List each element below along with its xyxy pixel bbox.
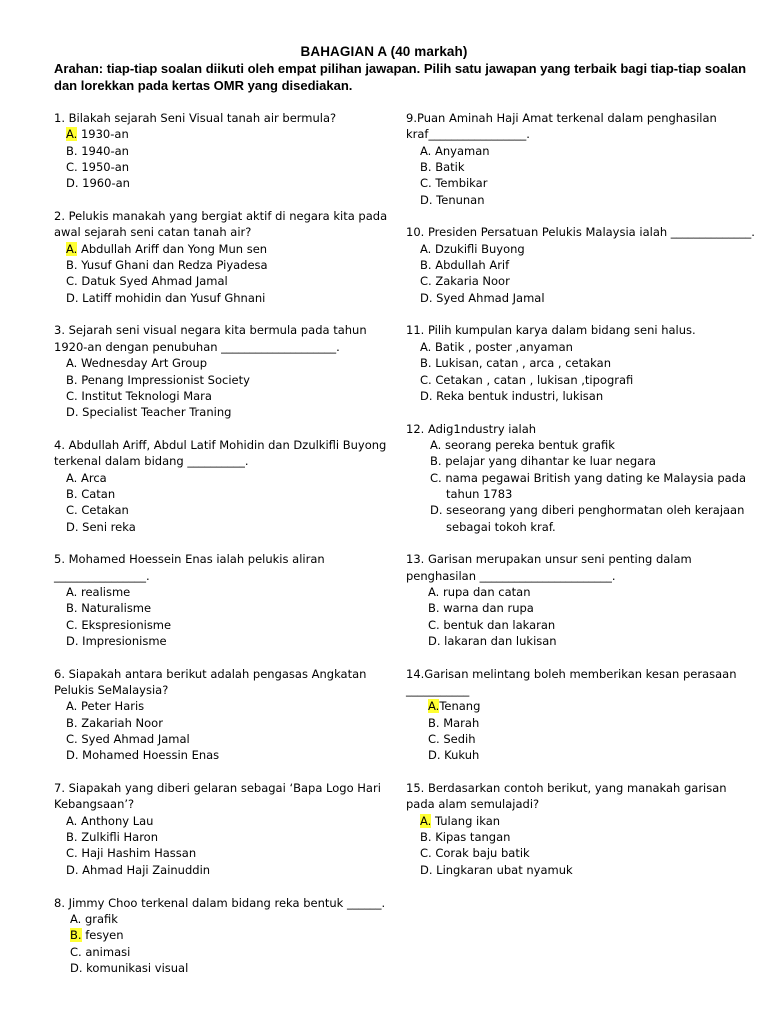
option-text: Specialist Teacher Traning <box>78 405 232 420</box>
answer-option[interactable] <box>406 175 758 191</box>
option-letter: B. <box>420 830 432 845</box>
option-text: grafik <box>81 911 118 926</box>
option-letter: D. <box>66 176 79 191</box>
option-letter: D. <box>66 290 79 305</box>
option-letter: C. <box>66 274 78 289</box>
answer-option[interactable] <box>406 633 758 649</box>
option-letter: A. <box>66 699 78 714</box>
option-letter: C. <box>66 617 78 632</box>
answer-option[interactable] <box>406 502 758 535</box>
option-letter: D. <box>70 960 83 975</box>
answer-option[interactable] <box>54 584 400 600</box>
option-text: Tenang <box>439 699 481 714</box>
answer-option[interactable] <box>406 813 758 829</box>
answer-option[interactable] <box>406 143 758 159</box>
answer-option[interactable] <box>406 698 758 714</box>
option-text: Batik , poster ,anyaman <box>431 339 573 354</box>
option-text: Corak baju batik <box>431 846 530 861</box>
answer-option[interactable] <box>54 502 400 518</box>
answer-option[interactable] <box>54 633 400 649</box>
option-letter: D. <box>420 388 433 403</box>
option-text: Latiff mohidin dan Yusuf Ghnani <box>78 290 266 305</box>
option-text: Sedih <box>439 732 476 747</box>
option-letter: D. <box>66 748 79 763</box>
question-text: 10. Presiden Persatuan Pelukis Malaysia ialah ______________. <box>406 225 755 240</box>
option-text: Catan <box>77 486 116 501</box>
answer-option[interactable] <box>54 731 400 747</box>
answer-option[interactable] <box>54 355 400 371</box>
answer-option[interactable] <box>406 470 758 503</box>
option-text: Penang Impressionist Society <box>77 372 250 387</box>
question-text: 15. Berdasarkan contoh berikut, yang manakah garisan pada alam semulajadi? <box>406 781 727 812</box>
answer-option[interactable] <box>406 617 758 633</box>
option-text: Syed Ahmad Jamal <box>77 732 190 747</box>
option-letter: B. <box>66 830 78 845</box>
option-text: Kipas tangan <box>431 830 511 845</box>
option-text: fesyen <box>81 928 124 943</box>
option-text: 1960-an <box>78 176 130 191</box>
option-letter: B. <box>66 258 78 273</box>
option-letter: B. <box>420 356 432 371</box>
section-heading: BAHAGIAN A (40 markah) <box>300 44 468 59</box>
option-text: bentuk dan lakaran <box>439 617 556 632</box>
answer-option[interactable] <box>54 388 400 404</box>
option-text: Dzukifli Buyong <box>431 241 525 256</box>
right-column <box>406 110 758 895</box>
answer-option[interactable] <box>54 519 400 535</box>
option-text: Tembikar <box>431 176 488 191</box>
option-letter: C. <box>66 503 78 518</box>
option-text: Zakaria Noor <box>431 274 510 289</box>
answer-option[interactable] <box>54 911 400 927</box>
option-text: seorang pereka bentuk grafik <box>441 437 615 452</box>
option-letter: A. <box>420 143 432 158</box>
answer-option[interactable] <box>406 829 758 845</box>
option-text: Anyaman <box>431 143 490 158</box>
question-text: 11. Pilih kumpulan karya dalam bidang seni halus. <box>406 323 696 338</box>
option-letter: B. <box>428 715 440 730</box>
answer-option[interactable] <box>54 600 400 616</box>
option-text: Zakariah Noor <box>77 715 163 730</box>
answer-option[interactable] <box>406 584 758 600</box>
question-text: 1. Bilakah sejarah Seni Visual tanah air bermula? <box>54 111 337 125</box>
option-text: 1930-an <box>77 127 129 142</box>
answer-option[interactable] <box>54 698 400 714</box>
question-block <box>54 551 400 649</box>
answer-option[interactable] <box>54 143 400 159</box>
answer-option[interactable] <box>54 126 400 142</box>
question-block <box>54 780 400 878</box>
option-text: animasi <box>81 944 131 959</box>
option-text: seseorang yang diberi penghormatan oleh kerajaan sebagai tokoh kraf. <box>442 503 745 534</box>
answer-option[interactable] <box>54 829 400 845</box>
answer-option[interactable] <box>406 747 758 763</box>
option-text: Kukuh <box>440 748 480 763</box>
option-letter: C. <box>70 944 82 959</box>
question-block <box>54 208 400 306</box>
option-text: rupa dan catan <box>439 584 531 599</box>
answer-option[interactable] <box>54 470 400 486</box>
option-letter: D. <box>428 634 441 648</box>
option-text: nama pegawai British yang dating ke Malaysia pada tahun 1783 <box>441 470 747 501</box>
option-text: realisme <box>77 584 131 599</box>
option-text: Abdullah Ariff dan Yong Mun sen <box>77 241 268 256</box>
option-text: Cetakan <box>77 503 129 518</box>
question-block <box>54 322 400 420</box>
answer-option[interactable] <box>54 617 400 633</box>
option-text: Zulkifli Haron <box>77 830 159 845</box>
option-text: Ekspresionisme <box>77 617 172 632</box>
option-letter: C. <box>428 732 440 747</box>
answer-option[interactable] <box>54 862 400 878</box>
option-letter: C. <box>420 176 432 191</box>
question-block <box>406 551 758 649</box>
answer-option[interactable] <box>406 355 758 371</box>
option-text: Peter Haris <box>77 699 145 714</box>
answer-option[interactable] <box>54 273 400 289</box>
question-block <box>54 437 400 535</box>
option-letter: B. <box>428 601 440 616</box>
option-letter: A. <box>420 339 432 354</box>
question-block <box>54 110 400 192</box>
answer-option[interactable] <box>406 600 758 616</box>
answer-option[interactable] <box>54 372 400 388</box>
answer-option[interactable] <box>406 715 758 731</box>
option-letter: B. <box>66 143 78 158</box>
answer-option[interactable] <box>54 747 400 763</box>
question-text: 8. Jimmy Choo terkenal dalam bidang reka bentuk ______. <box>54 895 386 910</box>
answer-option[interactable] <box>54 715 400 731</box>
answer-option[interactable] <box>406 339 758 355</box>
option-letter: C. <box>430 470 442 485</box>
option-text: komunikasi visual <box>82 960 189 975</box>
option-letter: D. <box>420 862 433 877</box>
answer-option[interactable] <box>54 960 400 976</box>
option-letter: B. <box>66 486 78 501</box>
option-text: Yusuf Ghani dan Redza Piyadesa <box>77 258 268 273</box>
question-text: 5. Mohamed Hoessein Enas ialah pelukis aliran ________________. <box>54 552 325 583</box>
option-text: warna dan rupa <box>439 601 534 616</box>
option-text: Reka bentuk industri, lukisan <box>432 388 604 403</box>
option-letter: D. <box>428 748 441 763</box>
answer-option[interactable] <box>406 731 758 747</box>
option-letter: A. <box>66 241 78 256</box>
option-text: Lingkaran ubat nyamuk <box>432 862 573 877</box>
question-text: 12. Adig1ndustry ialah <box>406 421 537 436</box>
option-text: Syed Ahmad Jamal <box>432 290 545 305</box>
option-text: Tenunan <box>432 192 485 207</box>
question-text: 2. Pelukis manakah yang bergiat aktif di negara kita pada awal sejarah seni catan tanah air? <box>54 209 388 240</box>
question-block <box>406 780 758 878</box>
option-letter: C. <box>66 846 78 861</box>
answer-option[interactable] <box>406 192 758 208</box>
answer-option[interactable] <box>406 388 758 404</box>
option-letter: C. <box>420 274 432 289</box>
left-column <box>54 110 400 993</box>
option-letter: B. <box>420 258 432 273</box>
option-text: Batik <box>431 160 465 175</box>
answer-option[interactable] <box>54 813 400 829</box>
option-letter: A. <box>430 437 442 452</box>
option-letter: A. <box>66 584 78 599</box>
option-letter: D. <box>66 405 79 420</box>
question-block <box>406 421 758 535</box>
option-letter: C. <box>66 160 78 175</box>
option-letter: C. <box>420 846 432 861</box>
option-letter: D. <box>420 290 433 305</box>
option-text: Abdullah Arif <box>431 258 510 273</box>
option-letter: D. <box>66 862 79 877</box>
answer-option[interactable] <box>54 257 400 273</box>
option-letter: D. <box>66 519 79 534</box>
option-text: Marah <box>439 715 480 730</box>
option-letter: A. <box>420 813 432 828</box>
option-text: lakaran dan lukisan <box>440 634 557 648</box>
answer-option[interactable] <box>406 862 758 878</box>
option-text: Mohamed Hoessin Enas <box>78 748 220 763</box>
question-block <box>54 666 400 764</box>
option-text: Naturalisme <box>77 601 152 616</box>
answer-option[interactable] <box>406 437 758 453</box>
option-text: 1940-an <box>77 143 129 158</box>
question-text: 9.Puan Aminah Haji Amat terkenal dalam penghasilan kraf_________________. <box>406 111 717 142</box>
answer-option[interactable] <box>54 290 400 306</box>
answer-option[interactable] <box>406 845 758 861</box>
option-text: Ahmad Haji Zainuddin <box>78 862 211 877</box>
option-letter: A. <box>428 699 440 714</box>
question-text: 13. Garisan merupakan unsur seni penting dalam penghasilan _______________________. <box>406 552 692 583</box>
option-letter: A. <box>70 911 82 926</box>
option-letter: C. <box>420 372 432 387</box>
question-text: 4. Abdullah Ariff, Abdul Latif Mohidin dan Dzulkifli Buyong terkenal dalam bidang __________. <box>54 437 387 469</box>
option-letter: D. <box>430 503 443 518</box>
option-letter: A. <box>66 356 78 371</box>
option-text: Cetakan , catan , lukisan ,tipografi <box>431 372 634 387</box>
question-block <box>406 224 758 306</box>
option-letter: C. <box>66 388 78 403</box>
option-text: Haji Hashim Hassan <box>77 846 197 861</box>
instructions-text: Arahan: tiap-tiap soalan diikuti oleh empat pilihan jawapan. Pilih satu jawapan yang terbaik bagi tiap-tiap soalan dan lorekkan pada kertas OMR yang disediakan. <box>54 61 747 93</box>
answer-option[interactable] <box>54 486 400 502</box>
option-text: Datuk Syed Ahmad Jamal <box>77 274 228 289</box>
answer-option[interactable] <box>406 241 758 257</box>
question-text: 14.Garisan melintang boleh memberikan kesan perasaan ___________ <box>406 666 737 698</box>
option-letter: D. <box>420 192 433 207</box>
question-block <box>406 322 758 404</box>
question-block <box>406 666 758 764</box>
answer-option[interactable] <box>406 290 758 306</box>
option-text: Arca <box>77 470 107 485</box>
option-letter: A. <box>428 584 440 599</box>
option-text: pelajar yang dihantar ke luar negara <box>441 454 656 469</box>
answer-option[interactable] <box>406 453 758 469</box>
option-letter: C. <box>66 732 78 747</box>
answer-option[interactable] <box>406 257 758 273</box>
option-text: Seni reka <box>78 519 136 534</box>
answer-option[interactable] <box>54 845 400 861</box>
question-block <box>54 895 400 977</box>
option-text: Lukisan, catan , arca , cetakan <box>431 356 611 371</box>
option-letter: B. <box>420 160 432 175</box>
question-text: 7. Siapakah yang diberi gelaran sebagai ‘Bapa Logo Hari Kebangsaan’? <box>54 781 381 812</box>
question-text: 6. Siapakah antara berikut adalah pengasas Angkatan Pelukis SeMalaysia? <box>54 666 367 698</box>
option-letter: A. <box>420 241 432 256</box>
answer-option[interactable] <box>54 404 400 420</box>
answer-option[interactable] <box>54 927 400 943</box>
option-letter: B. <box>66 715 78 730</box>
question-block <box>406 110 758 208</box>
option-letter: B. <box>70 928 82 943</box>
option-letter: A. <box>66 470 78 485</box>
option-letter: D. <box>66 634 79 648</box>
answer-option[interactable] <box>406 159 758 175</box>
option-text: Institut Teknologi Mara <box>77 388 212 403</box>
option-letter: B. <box>66 601 78 616</box>
answer-option[interactable] <box>406 273 758 289</box>
option-letter: A. <box>66 127 78 142</box>
answer-option[interactable] <box>406 372 758 388</box>
option-letter: A. <box>66 813 78 828</box>
answer-option[interactable] <box>54 241 400 257</box>
option-text: Anthony Lau <box>77 813 154 828</box>
answer-option[interactable] <box>54 159 400 175</box>
option-text: Impresionisme <box>78 634 167 648</box>
option-text: 1950-an <box>77 160 130 175</box>
option-text: Tulang ikan <box>431 813 501 828</box>
answer-option[interactable] <box>54 944 400 960</box>
option-text: Wednesday Art Group <box>77 356 207 371</box>
answer-option[interactable] <box>54 175 400 191</box>
option-letter: C. <box>428 617 440 632</box>
question-text: 3. Sejarah seni visual negara kita bermula pada tahun 1920-an dengan penubuhan ____________________. <box>54 323 367 354</box>
option-letter: B. <box>66 372 78 387</box>
option-letter: B. <box>430 454 442 469</box>
